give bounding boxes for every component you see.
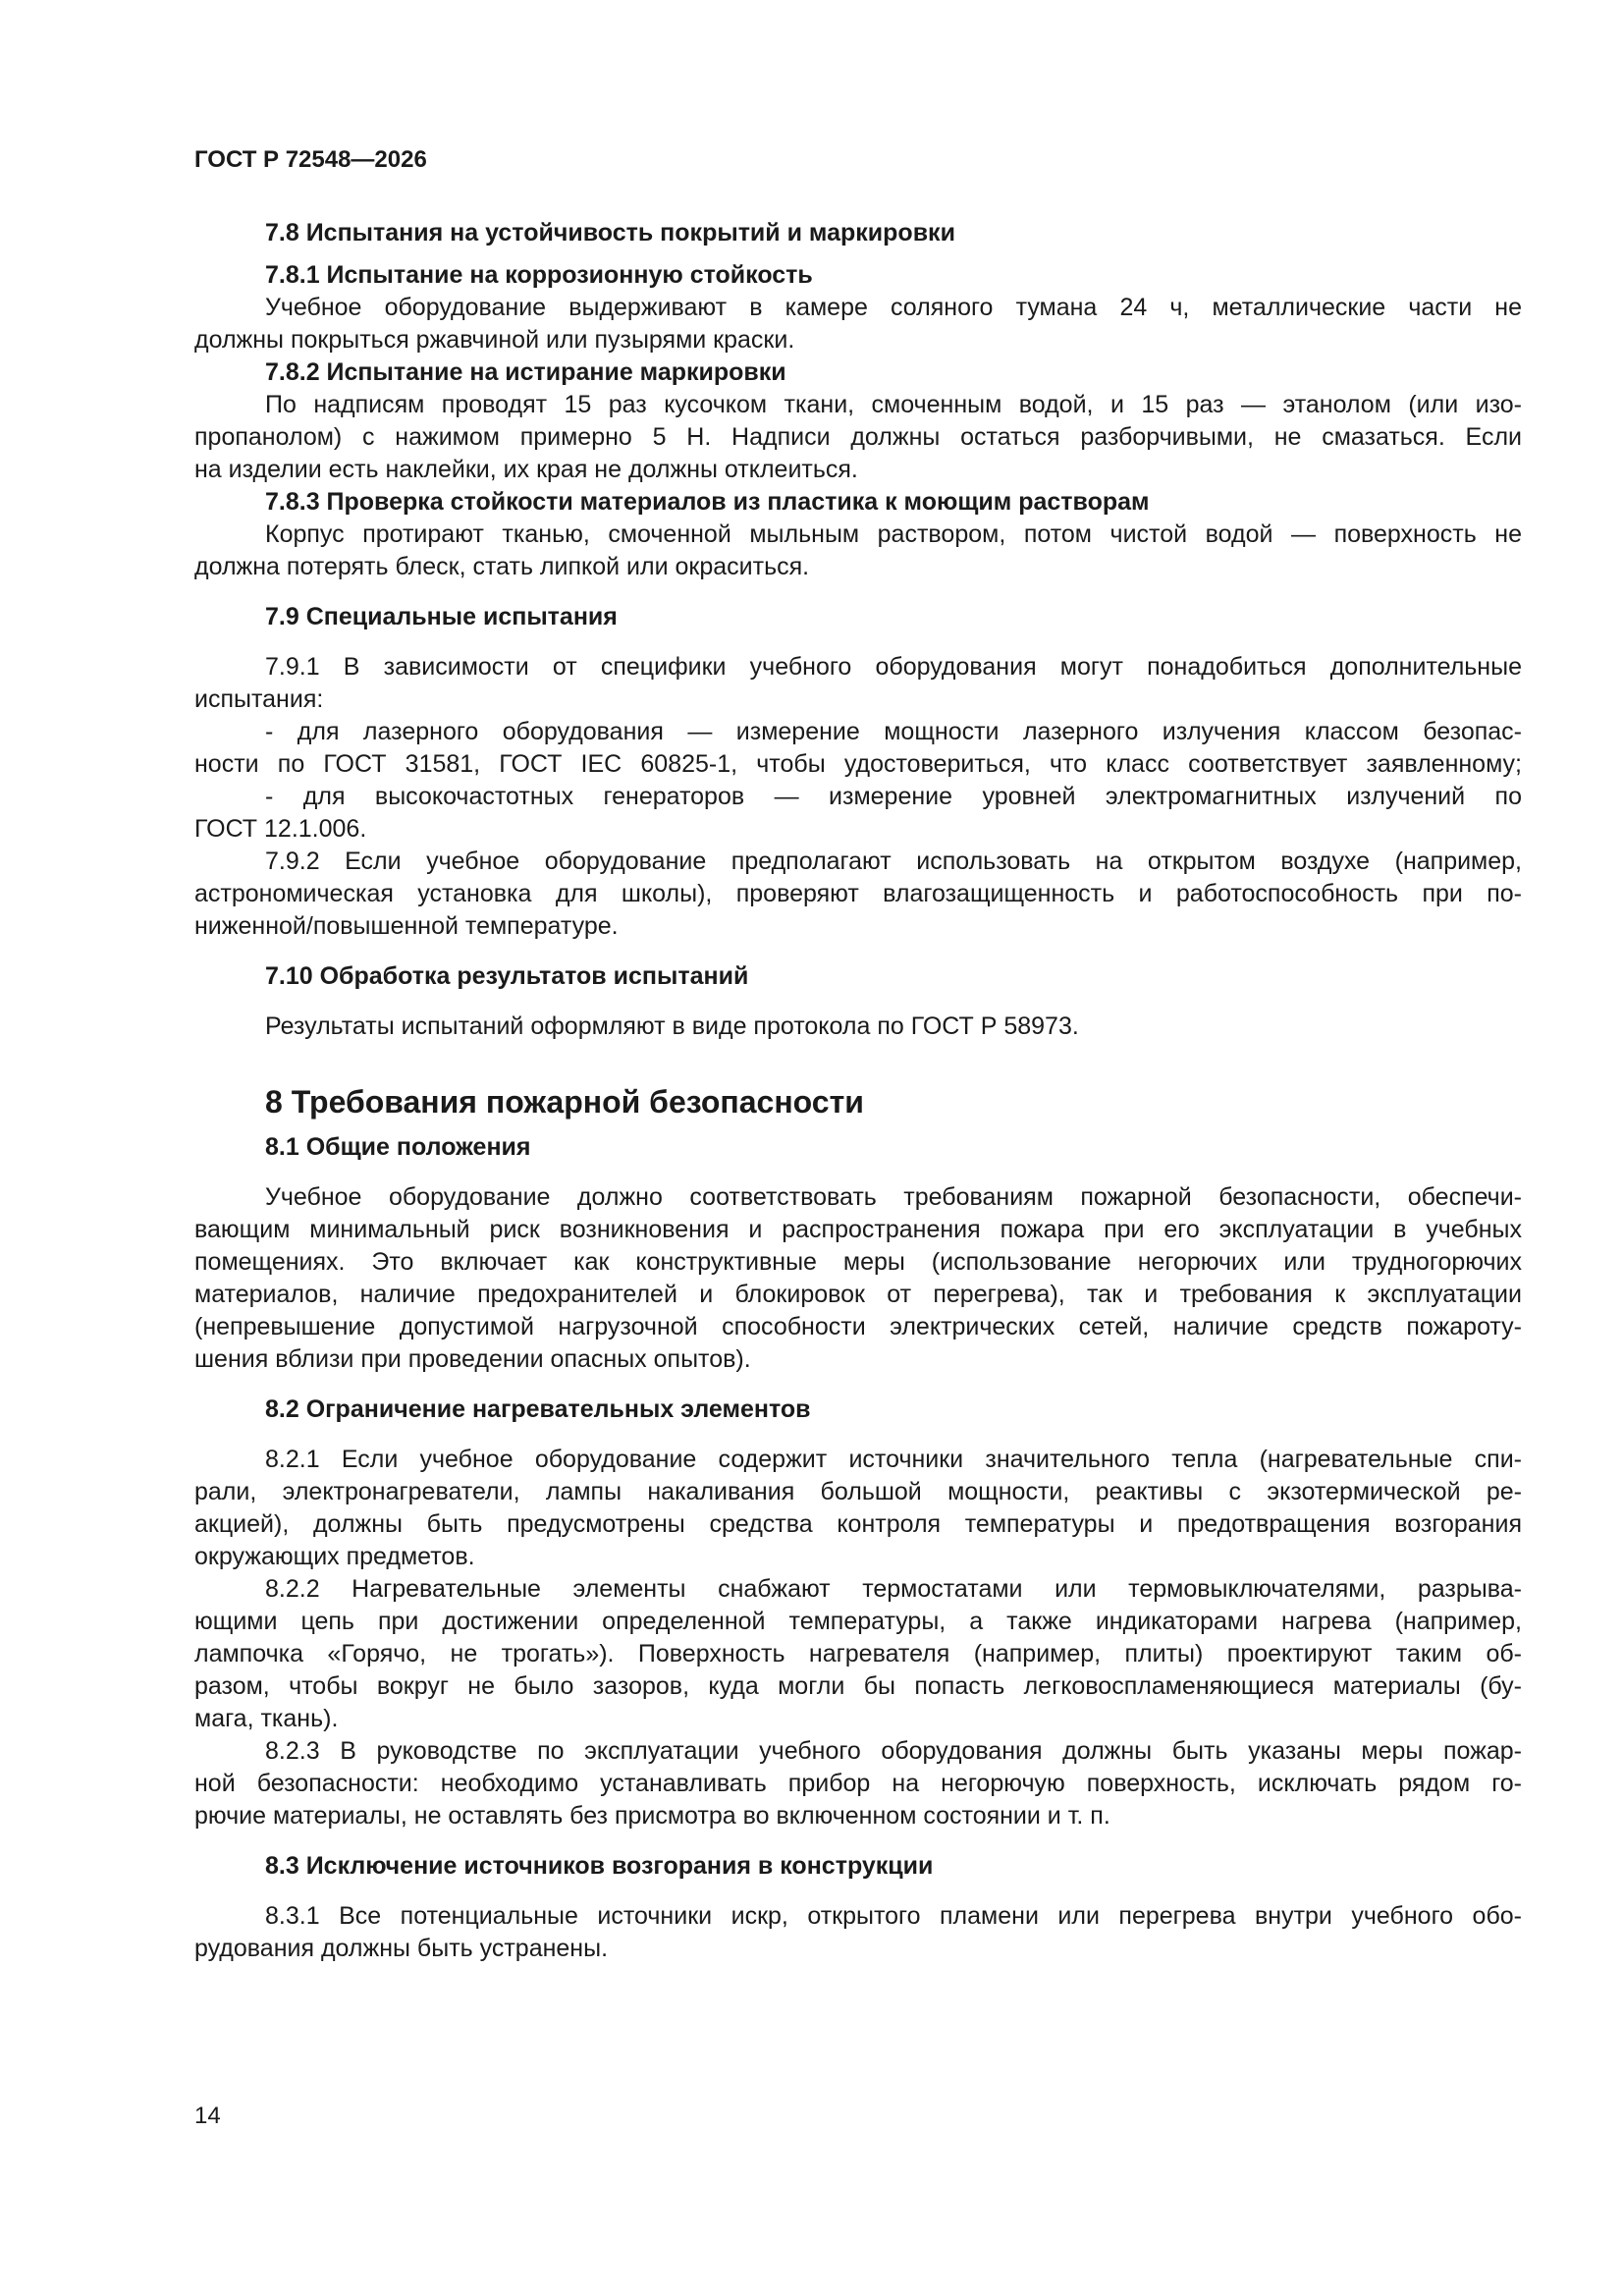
text-line: Учебное оборудование выдерживают в камере соляного тумана 24 ч, металлические части не — [265, 294, 1522, 321]
text-line: ности по ГОСТ 31581, ГОСТ IEC 60825-1, чтобы удостовериться, что класс соответствует заявленному; — [194, 750, 1522, 778]
section-7-10-title: 7.10 Обработка результатов испытаний — [265, 962, 749, 990]
text-line: Учебное оборудование должно соответствовать требованиям пожарной безопасности, обеспечи- — [265, 1183, 1522, 1211]
page-number: 14 — [194, 2103, 221, 2129]
section-8-title: 8 Требования пожарной безопасности — [265, 1084, 864, 1120]
text-line: (непревышение допустимой нагрузочной способности электрических сетей, наличие средств пожароту- — [194, 1313, 1522, 1340]
text-line: - для высокочастотных генераторов — измерение уровней электромагнитных излучений по — [265, 783, 1522, 810]
text-line: 8.2.2 Нагревательные элементы снабжают термостатами или термовыключателями, разрыва- — [265, 1575, 1522, 1603]
text-line: должны покрыться ржавчиной или пузырями краски. — [194, 326, 795, 354]
text-line: астрономическая установка для школы), проверяют влагозащищенность и работоспособность при по- — [194, 880, 1522, 907]
text-line: рючие материалы, не оставлять без присмотра во включенном состоянии и т. п. — [194, 1802, 1110, 1830]
document-header: ГОСТ Р 72548—2026 — [194, 146, 427, 173]
section-8-2-title: 8.2 Ограничение нагревательных элементов — [265, 1395, 811, 1423]
text-line: шения вблизи при проведении опасных опытов). — [194, 1345, 751, 1373]
text-line: рали, электронагреватели, лампы накаливания большой мощности, реактивы с экзотермической ре- — [194, 1478, 1522, 1505]
text-line: 7.9.2 Если учебное оборудование предполагают использовать на открытом воздухе (например, — [265, 847, 1522, 875]
text-line: 8.2.1 Если учебное оборудование содержит источники значительного тепла (нагревательные спи- — [265, 1446, 1522, 1473]
section-7-8-3-title: 7.8.3 Проверка стойкости материалов из пластика к моющим растворам — [265, 488, 1150, 516]
text-line: рудования должны быть устранены. — [194, 1935, 609, 1962]
text-line: вающим минимальный риск возникновения и распространения пожара при его эксплуатации в учебных — [194, 1216, 1522, 1243]
text-line: - для лазерного оборудования — измерение мощности лазерного излучения классом безопас- — [265, 718, 1522, 745]
section-7-8-2-title: 7.8.2 Испытание на истирание маркировки — [265, 358, 786, 386]
text-line: акцией), должны быть предусмотрены средства контроля температуры и предотвращения возгорания — [194, 1510, 1522, 1538]
text-line: окружающих предметов. — [194, 1543, 475, 1570]
text-line: на изделии есть наклейки, их края не должны отклеиться. — [194, 456, 858, 483]
text-line: ной безопасности: необходимо устанавливать прибор на негорючую поверхность, исключать рядом го- — [194, 1770, 1522, 1797]
text-line: ГОСТ 12.1.006. — [194, 815, 367, 843]
text-line: мага, ткань). — [194, 1705, 339, 1732]
text-line: По надписям проводят 15 раз кусочком ткани, смоченным водой, и 15 раз — этанолом (или изо- — [265, 391, 1522, 418]
text-line: 8.2.3 В руководстве по эксплуатации учебного оборудования должны быть указаны меры пожар- — [265, 1737, 1522, 1765]
text-line: 7.9.1 В зависимости от специфики учебного оборудования могут понадобиться дополнительные — [265, 653, 1522, 681]
section-7-8-title: 7.8 Испытания на устойчивость покрытий и маркировки — [265, 219, 955, 246]
section-8-3-title: 8.3 Исключение источников возгорания в конструкции — [265, 1852, 934, 1880]
text-line: испытания: — [194, 685, 324, 713]
text-line: ниженной/повышенной температуре. — [194, 912, 619, 940]
section-7-8-1-title: 7.8.1 Испытание на коррозионную стойкость — [265, 261, 813, 289]
section-8-1-title: 8.1 Общие положения — [265, 1133, 531, 1161]
text-line: пропанолом) с нажимом примерно 5 Н. Надписи должны остаться разборчивыми, не смазаться. Если — [194, 423, 1522, 451]
text-line: разом, чтобы вокруг не было зазоров, куда могли бы попасть легковоспламеняющиеся материалы (бу- — [194, 1672, 1522, 1700]
text-line: помещениях. Это включает как конструктивные меры (использование негорючих или трудногорючих — [194, 1248, 1522, 1276]
text-line: Результаты испытаний оформляют в виде протокола по ГОСТ Р 58973. — [265, 1012, 1079, 1040]
text-line: Корпус протирают тканью, смоченной мыльным раствором, потом чистой водой — поверхность не — [265, 520, 1522, 548]
text-line: 8.3.1 Все потенциальные источники искр, открытого пламени или перегрева внутри учебного обо- — [265, 1902, 1522, 1930]
document-page — [194, 145, 1522, 1965]
text-line: материалов, наличие предохранителей и блокировок от перегрева), так и требования к эксплуатации — [194, 1281, 1522, 1308]
text-line: лампочка «Горячо, не трогать»). Поверхность нагревателя (например, плиты) проектируют таким об- — [194, 1640, 1522, 1667]
text-line: ющими цепь при достижении определенной температуры, а также индикаторами нагрева (например, — [194, 1608, 1522, 1635]
text-line: должна потерять блеск, стать липкой или окраситься. — [194, 553, 810, 580]
section-7-9-title: 7.9 Специальные испытания — [265, 603, 618, 630]
